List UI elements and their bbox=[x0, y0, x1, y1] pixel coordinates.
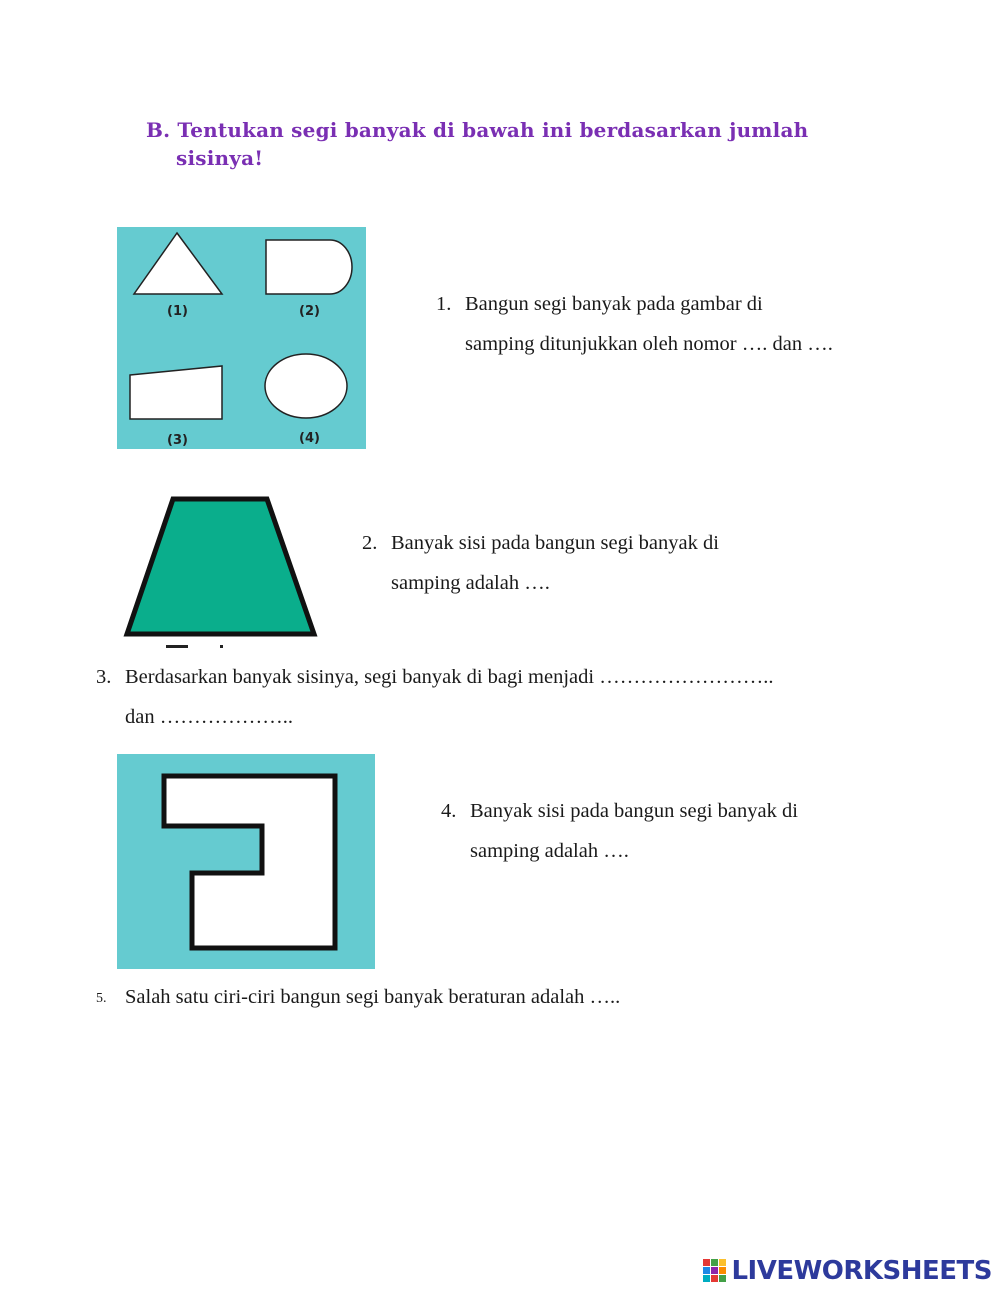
ellipse-shape bbox=[265, 354, 347, 418]
trapezoid-shape bbox=[130, 366, 222, 419]
question-number: 5. bbox=[96, 991, 107, 1006]
shapes-illustration bbox=[117, 227, 366, 449]
green-trapezoid bbox=[127, 499, 314, 634]
polygon-illustration bbox=[117, 754, 375, 969]
shape-label-4: (4) bbox=[299, 431, 320, 446]
question-2 bbox=[362, 523, 822, 603]
cropped-mark bbox=[166, 645, 188, 648]
question-text-line-2: dan ……………….. bbox=[125, 706, 293, 728]
shape-label-3: (3) bbox=[167, 433, 188, 448]
heading-line-2: sisinya! bbox=[176, 146, 264, 170]
question-number: 3. bbox=[96, 666, 112, 688]
question-number: 4. bbox=[441, 800, 457, 822]
rounded-rect-shape bbox=[266, 240, 352, 294]
shape-label-1: (1) bbox=[167, 304, 188, 319]
heading-line-1: B. Tentukan segi banyak di bawah ini berdasarkan jumlah bbox=[146, 118, 809, 142]
trapezoid-figure bbox=[120, 493, 325, 653]
section-heading bbox=[146, 116, 866, 172]
cropped-mark bbox=[220, 645, 223, 648]
liveworksheets-logo bbox=[703, 1254, 992, 1288]
triangle-shape bbox=[134, 233, 222, 294]
brand-name: LIVEWORKSHEETS bbox=[731, 1256, 992, 1286]
question-number: 1. bbox=[436, 293, 452, 315]
question-text-line-2: samping adalah …. bbox=[391, 572, 550, 594]
figure-shapes-panel bbox=[117, 227, 366, 449]
irregular-polygon bbox=[164, 776, 335, 948]
liveworksheets-logo-icon bbox=[703, 1259, 727, 1283]
question-text-line-1: Bangun segi banyak pada gambar di bbox=[465, 293, 763, 315]
question-text-line-2: samping adalah …. bbox=[470, 840, 629, 862]
question-text-line-1: Banyak sisi pada bangun segi banyak di bbox=[391, 532, 719, 554]
question-4 bbox=[441, 791, 901, 871]
figure-polygon-panel bbox=[117, 754, 375, 969]
question-text-line-1: Berdasarkan banyak sisinya, segi banyak di bagi menjadi …………………….. bbox=[125, 666, 774, 688]
question-1 bbox=[436, 284, 916, 364]
question-5 bbox=[96, 977, 896, 1017]
question-text-line-1: Banyak sisi pada bangun segi banyak di bbox=[470, 800, 798, 822]
question-3 bbox=[96, 657, 896, 737]
question-text-line-2: samping ditunjukkan oleh nomor …. dan …. bbox=[465, 333, 833, 355]
question-number: 2. bbox=[362, 532, 378, 554]
shape-label-2: (2) bbox=[299, 304, 320, 319]
question-text-line-1: Salah satu ciri-ciri bangun segi banyak beraturan adalah ….. bbox=[125, 986, 621, 1008]
